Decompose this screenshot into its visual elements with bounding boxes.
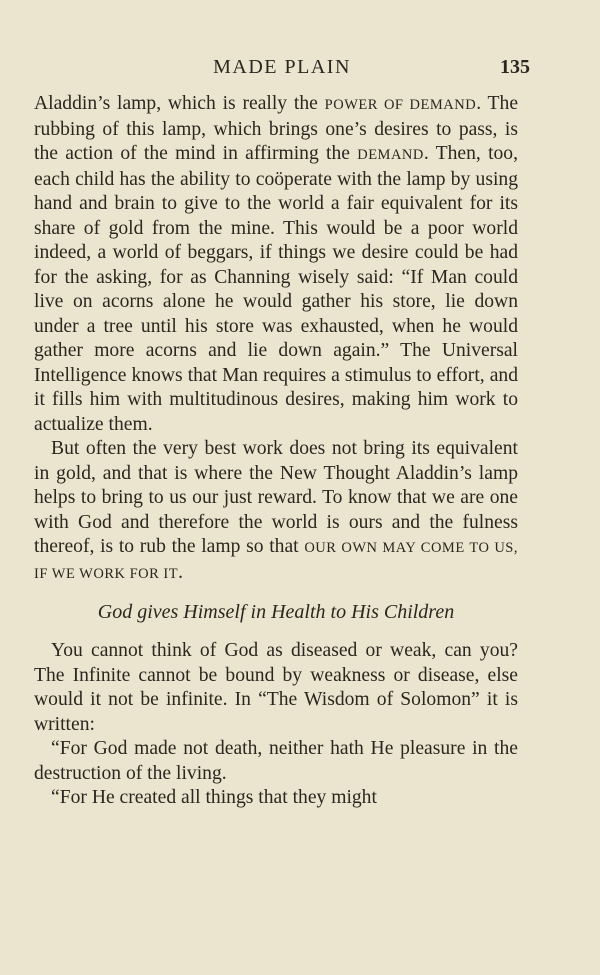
paragraph-text: . [178, 561, 184, 583]
scripture-quote: “For God made not death, neither hath He pleasure in the destruction of the living. [34, 738, 518, 784]
small-caps-phrase: POWER OF DEMAND [324, 97, 477, 113]
paragraph-text: But often the very best work does not bring its equivalent in gold, and that is where the New Thought Aladdin’s lamp helps to bring to us our just reward. To know that we are one with God and therefore the world is ours and the fulness thereof, is to rub the lamp so that [34, 438, 518, 557]
paragraph-text: Aladdin’s lamp, which is really the [34, 93, 325, 114]
section-heading: God gives Himself in Health to His Children [97, 601, 455, 623]
paragraph [34, 437, 518, 586]
body-text [34, 92, 518, 811]
small-caps-phrase: DEMAND [357, 147, 424, 163]
running-head [34, 52, 530, 82]
scripture-quote: “For He created all things that they might [51, 787, 377, 808]
paragraph-text: . Then, too, each child has the ability to coöperate with the lamp by using hand and brain to give to the world a fair equivalent for its share of gold from the mine. This would be a poor world indeed, a world of beggars, if things we desire could be had for the asking, for as Channing wisely said: “If Man could live on acorns alone he would gather his store, lie down under a tree until his store was exhausted, when he would gather more acorns and lie down again.” The Universal Intelligence knows that Man requires a stimulus to effort, and it fills him with multitudinous desires, making him work to actualize them. [34, 143, 519, 435]
small-caps-phrase: OUR OWN MAY COME TO US, IF WE WORK FOR IT [34, 540, 518, 582]
paragraph-text: . The rubbing of this lamp, which brings one’s desires to pass, is the action of the mind in affirming the [34, 93, 519, 164]
paragraph-continuation [34, 92, 518, 437]
paragraph: You cannot think of God as diseased or weak, can you? The Infinite cannot be bound by weakness or disease, else would it not be infinite. In “The Wisdom of Solomon” it is written: [34, 640, 518, 735]
page-number: 135 [500, 56, 530, 78]
running-title: MADE PLAIN [213, 56, 351, 78]
